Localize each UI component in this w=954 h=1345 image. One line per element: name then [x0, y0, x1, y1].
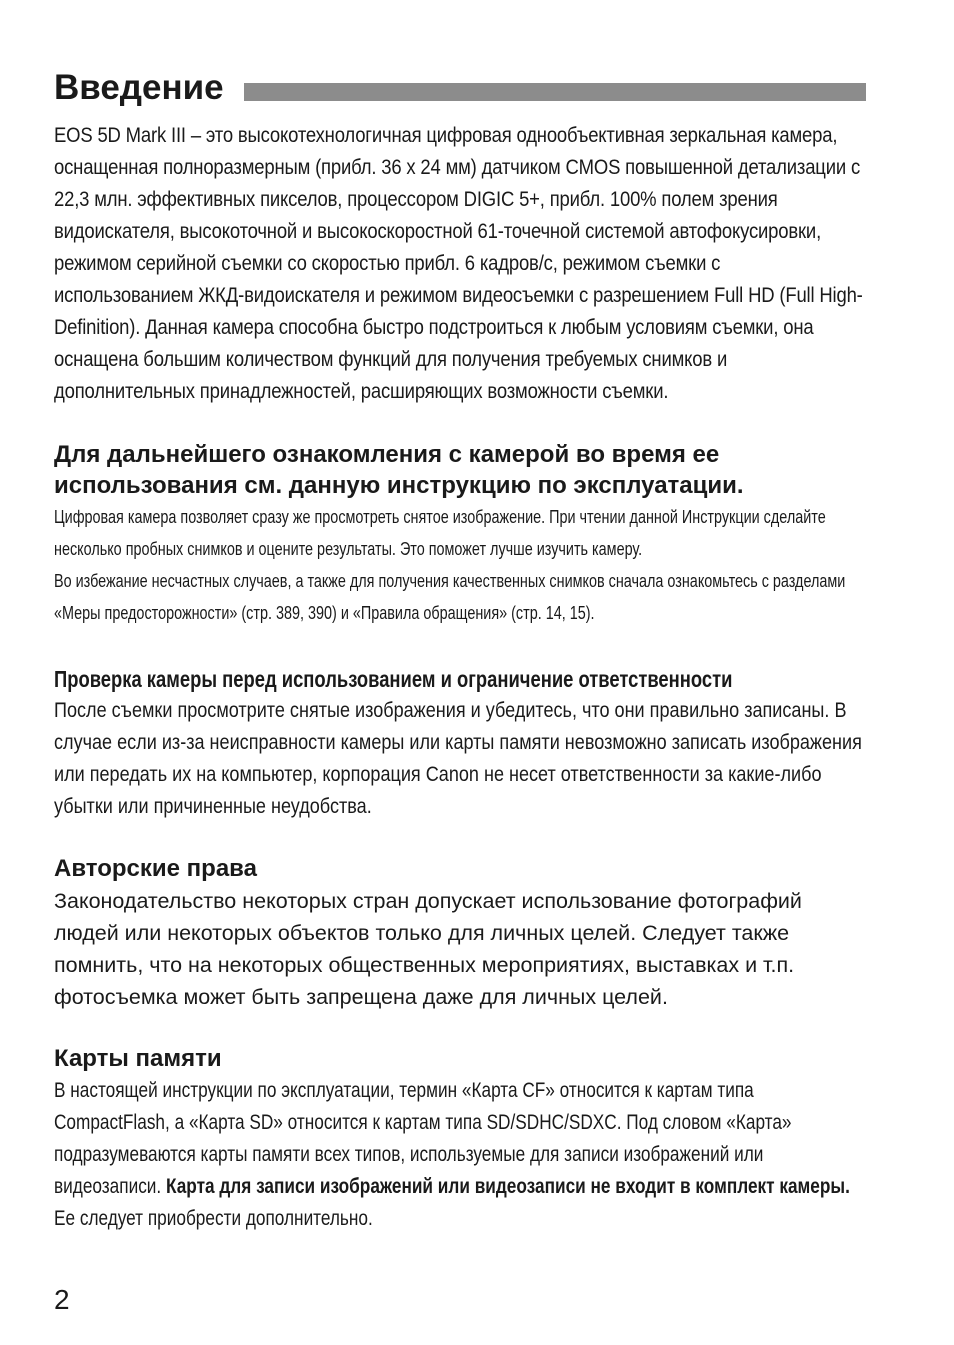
- memory-cards-heading: Карты памяти: [54, 1045, 222, 1072]
- familiarize-heading: Для дальнейшего ознакомления с камерой во время ее использования см. данную инструкцию по эксплуатации.: [54, 441, 744, 499]
- title-decorative-bar: [244, 83, 866, 101]
- memory-cards-text-start: В настоящей инструкции по эксплуатации, термин «Карта CF» относится к картам типа CompactFlash, а «Карта SD» относится к картам типа SD/SDHC/SDXC. Под словом «Карта» подразумеваются карты памяти всех типов, используемые для записи изображений или видеозаписи.: [54, 1079, 792, 1198]
- familiarize-paragraph-1: Цифровая камера позволяет сразу же просмотреть снятое изображение. При чтении данной Инструкции сделайте несколько пробных снимков и оцените результаты. Это поможет лучше изучить камеру.: [54, 507, 826, 559]
- page-title: Введение: [54, 68, 224, 107]
- familiarize-paragraph-2: Во избежание несчастных случаев, а также для получения качественных снимков сначала ознакомьтесь с разделами «Меры предосторожности» (стр. 389, 390) и «Правила обращения» (стр. 14, 15).: [54, 571, 846, 623]
- intro-paragraph: EOS 5D Mark III – это высокотехнологичная цифровая однообъективная зеркальная камера, оснащенная полноразмерным (прибл. 36 x 24 мм) датчиком CMOS повышенной детализации с 22,3 млн. эффективных пикселов, процессором DIGIC 5+, прибл. 100% полем зрения видоискателя, высокоточной и высокоскоростной 61-точечной системой автофокусировки, режимом серийной съемки со скоростью прибл. 6 кадров/с, режимом съемки с использованием ЖКД-видоискателя и режимом видеосъемки с разрешением Full HD (Full High-Definition). Данная камера способна быстро подстроиться к любым условиям съемки, она оснащена большим количеством функций для получения требуемых снимков и дополнительных принадлежностей, расширяющих возможности съемки.: [54, 124, 863, 403]
- memory-cards-paragraph: [54, 1075, 866, 1235]
- page-content: [54, 60, 866, 1235]
- memory-cards-text-bold: Карта для записи изображений или видеозаписи не входит в комплект камеры.: [165, 1175, 850, 1198]
- memory-cards-text-end: Ее следует приобрести дополнительно.: [54, 1207, 373, 1230]
- check-heading: Проверка камеры перед использованием и ограничение ответственности: [54, 666, 733, 692]
- copyright-heading: Авторские права: [54, 855, 257, 882]
- page-number: 2: [54, 1284, 70, 1315]
- copyright-paragraph: Законодательство некоторых стран допускает использование фотографий людей или некоторых объектов только для личных целей. Следует также помнить, что на некоторых общественных мероприятиях, выставках и т.п. фотосъемка может быть запрещена даже для личных целей.: [54, 889, 802, 1009]
- title-row: [54, 60, 866, 116]
- check-paragraph: После съемки просмотрите снятые изображения и убедитесь, что они правильно записаны. В случае если из-за неисправности камеры или карты памяти невозможно записать изображения или передать их на компьютер, корпорация Canon не несет ответственности за какие-либо убытки или причиненные неудобства.: [54, 699, 862, 818]
